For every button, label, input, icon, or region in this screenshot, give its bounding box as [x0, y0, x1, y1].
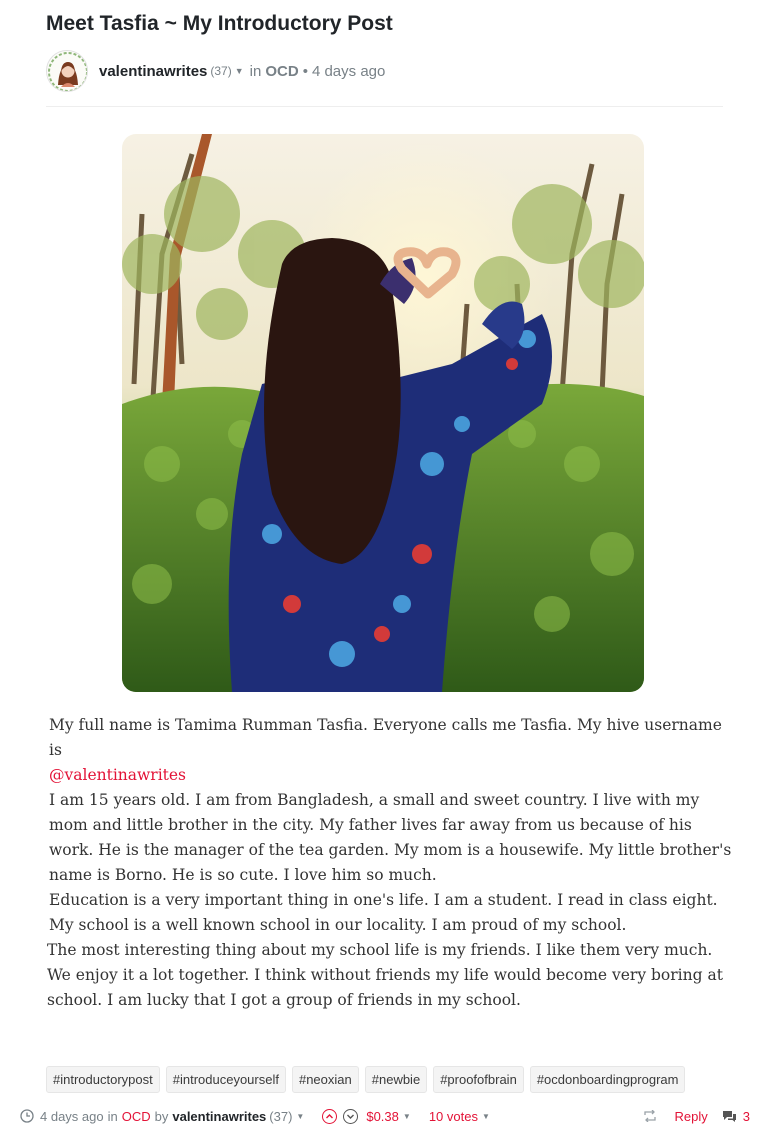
footer-in-label: in — [107, 1108, 118, 1124]
footer-author-dropdown-icon[interactable]: ▼ — [296, 1111, 305, 1121]
upvote-button[interactable] — [322, 1109, 337, 1124]
body-para-4: The most interesting thing about my school life is my friends. I like them very much. We enjoy it a lot together. I think without friends my life would become very boring at school. I am lucky that I got a group of friends in my school. — [47, 941, 723, 1009]
reblog-icon[interactable] — [643, 1110, 657, 1122]
tag-ocdonboardingprogram[interactable]: #ocdonboardingprogram — [530, 1066, 686, 1093]
tag-proofofbrain[interactable]: #proofofbrain — [433, 1066, 524, 1093]
payout-value[interactable]: $0.38 — [366, 1108, 399, 1124]
body-mention-line — [49, 763, 739, 788]
votes-dropdown-icon[interactable]: ▼ — [481, 1111, 490, 1121]
author-name-link[interactable]: valentinawrites — [99, 62, 208, 80]
chevron-up-icon — [325, 1112, 334, 1121]
post-title: Meet Tasfia ~ My Introductory Post — [46, 12, 393, 35]
tag-neoxian[interactable]: #neoxian — [292, 1066, 359, 1093]
author-avatar[interactable] — [46, 50, 88, 92]
downvote-button[interactable] — [343, 1109, 358, 1124]
mention-link[interactable]: @valentinawrites — [49, 766, 187, 784]
post-body — [49, 713, 739, 1013]
footer-community-link[interactable]: OCD — [121, 1108, 151, 1124]
body-para-2: I am 15 years old. I am from Bangladesh, a small and sweet country. I live with my mom and little brother in the city. My father lives far away from us because of his work. He is the manager of the tea garden. My mom is a housewife. My little brother's name is Borno. He is so cute. I love him so much. — [49, 791, 732, 884]
separator-dot: • — [302, 62, 308, 80]
comments-count[interactable]: 3 — [742, 1108, 750, 1124]
header-divider — [46, 106, 723, 107]
post-image[interactable] — [122, 134, 644, 692]
author-reputation: (37) — [210, 64, 232, 78]
clock-icon — [20, 1109, 34, 1123]
tag-introduceyourself[interactable]: #introduceyourself — [166, 1066, 286, 1093]
body-line-1 — [49, 713, 739, 763]
tag-newbie[interactable]: #newbie — [365, 1066, 427, 1093]
author-dropdown-icon[interactable]: ▼ — [234, 66, 244, 76]
footer-timestamp[interactable]: 4 days ago — [40, 1108, 104, 1124]
post-timestamp[interactable]: 4 days ago — [311, 62, 386, 80]
footer-author-link[interactable]: valentinawrites — [172, 1108, 267, 1124]
footer-author-reputation: (37) — [269, 1108, 293, 1124]
in-label: in — [249, 62, 262, 80]
reply-link[interactable]: Reply — [674, 1108, 708, 1124]
votes-count[interactable]: 10 votes — [428, 1108, 478, 1124]
tag-introductorypost[interactable]: #introductorypost — [46, 1066, 160, 1093]
payout-dropdown-icon[interactable]: ▼ — [402, 1111, 411, 1121]
tag-list — [46, 1066, 685, 1093]
author-row — [46, 50, 385, 92]
chevron-down-icon — [346, 1112, 355, 1121]
body-line-1-text: My full name is Tamima Rumman Tasfia. Everyone calls me Tasfia. My hive username is — [49, 716, 722, 759]
comments-icon[interactable] — [722, 1110, 737, 1123]
community-link[interactable]: OCD — [265, 62, 299, 80]
footer-by-label: by — [154, 1108, 169, 1124]
body-para-3: Education is a very important thing in one's life. I am a student. I read in class eight. My school is a well known school in our locality. I am proud of my school. — [49, 891, 718, 934]
post-footer — [20, 1104, 750, 1128]
